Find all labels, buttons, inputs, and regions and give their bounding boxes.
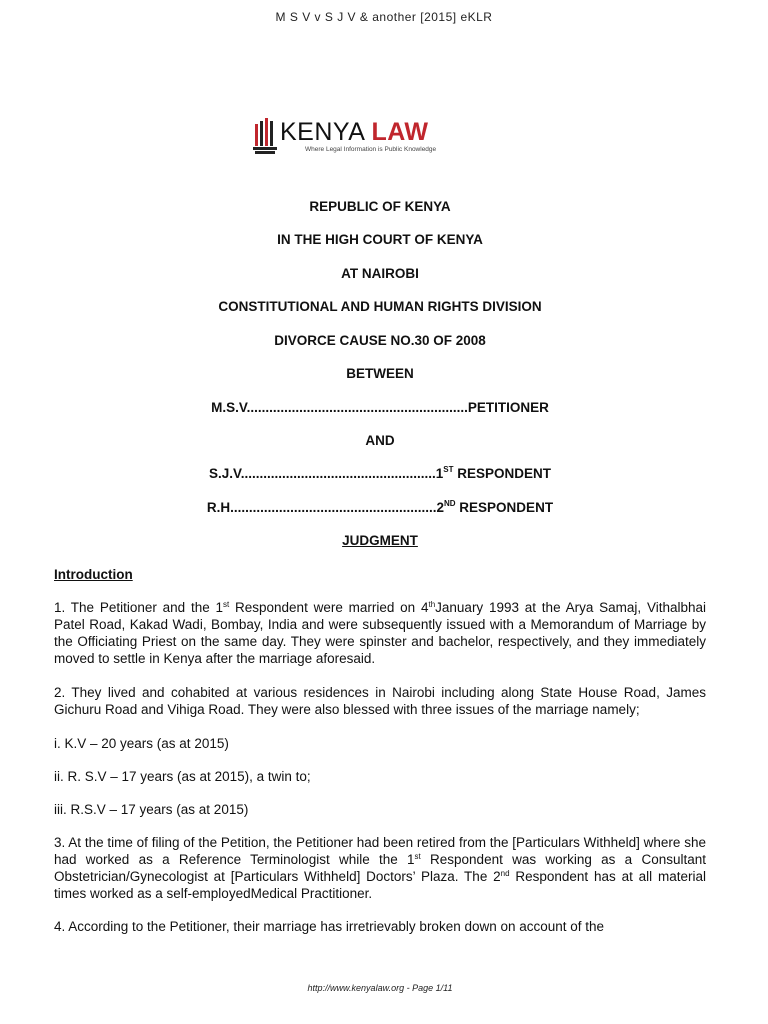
caption-division: CONSTITUTIONAL AND HUMAN RIGHTS DIVISION	[218, 299, 542, 314]
page-footer: http://www.kenyalaw.org - Page 1/11	[307, 983, 453, 993]
list-item-i: i. K.V – 20 years (as at 2015)	[54, 736, 229, 751]
caption-party-second-respondent: R.H.......................................................2ND RESPONDENT	[206, 499, 554, 515]
caption-party-petitioner: M.S.V...........................................................PETITIONER	[211, 400, 549, 415]
logo-tagline: Where Legal Information is Public Knowledge	[305, 146, 437, 153]
list-item-ii: ii. R. S.V – 17 years (as at 2015), a twin to;	[54, 769, 311, 784]
judgment-title: JUDGMENT	[342, 533, 418, 548]
list-item-iii: iii. R.S.V – 17 years (as at 2015)	[54, 802, 249, 817]
caption-party-first-respondent: S.J.V....................................................1ST RESPONDENT	[208, 465, 552, 481]
pillars-icon	[253, 118, 281, 156]
running-header: M S V v S J V & another [2015] eKLR	[275, 10, 493, 24]
kenya-law-logo	[253, 118, 473, 160]
paragraph-2: 2. They lived and cohabited at various residences in Nairobi including along State House Road, James Gichuru Road and Vihiga Road. They were also blessed with three issues of the marriage namely;	[54, 685, 706, 717]
paragraph-3: 3. At the time of filing of the Petition, the Petitioner had been retired from the [Particulars Withheld] where she had worked as a Reference Terminologist while the 1st Respondent was working as a Consultant Obstetrician/Gynecologist at [Particulars Withheld] Doctors’ Plaza. The 2nd Respondent has at all material times worked as a self-employedMedical Practitioner.	[54, 835, 707, 901]
paragraph-4: 4. According to the Petitioner, their marriage has irretrievably broken down on account of the	[54, 919, 605, 934]
caption-cause: DIVORCE CAUSE NO.30 OF 2008	[274, 333, 486, 348]
caption-court: IN THE HIGH COURT OF KENYA	[277, 232, 483, 247]
introduction-heading: Introduction	[54, 567, 133, 582]
paragraph-1: 1. The Petitioner and the 1st Respondent were married on 4thJanuary 1993 at the Arya Samaj, Vithalbhai Patel Road, Kakad Wadi, Bombay, India and were subsequently issued with a Memorandum of Marriage by the Officiating Priest on the same day. They were spinster and bachelor, respectively, and they immediately moved to settle in Kenya after the marriage aforesaid.	[54, 600, 706, 666]
logo-kenya: KENYA	[280, 118, 365, 146]
caption-and: AND	[365, 433, 395, 448]
logo-wordmark	[280, 118, 429, 147]
logo-law: LAW	[371, 118, 429, 146]
caption-between: BETWEEN	[346, 366, 414, 381]
caption-location: AT NAIROBI	[341, 266, 419, 281]
caption-republic: REPUBLIC OF KENYA	[309, 199, 451, 214]
